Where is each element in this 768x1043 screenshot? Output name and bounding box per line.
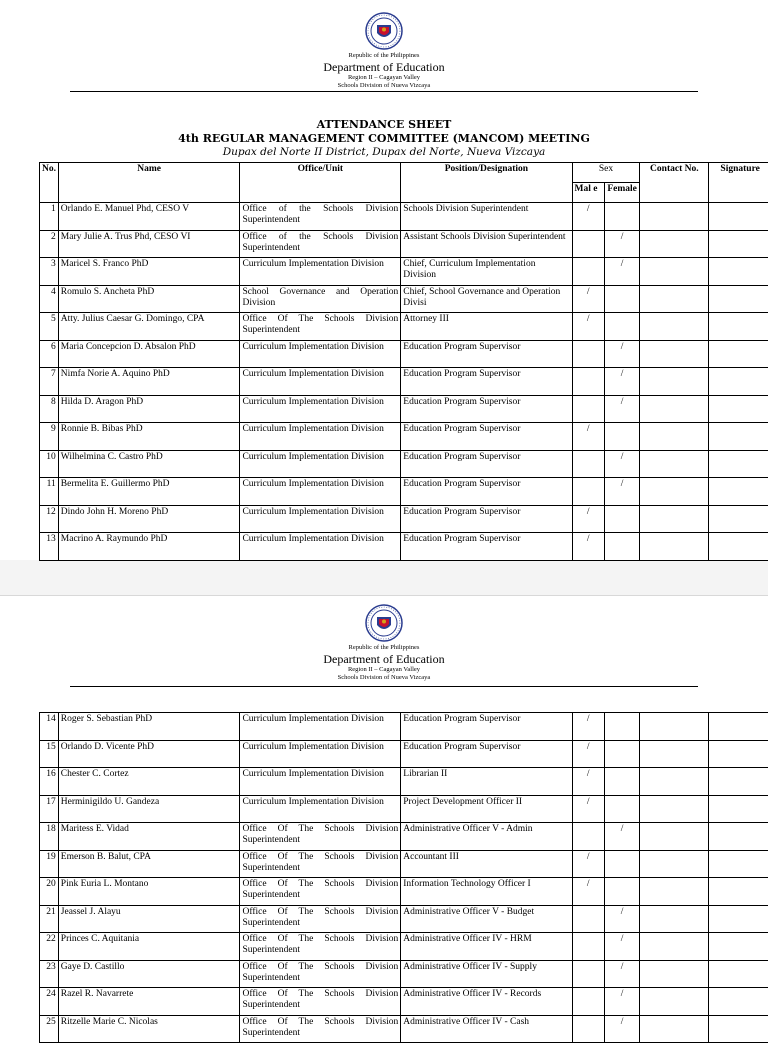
table-row xyxy=(40,423,768,451)
position-designation: Chief, Curriculum Implementation Division xyxy=(401,258,572,286)
position-designation: Attorney III xyxy=(401,313,572,341)
attendee-name: Jeassel J. Alayu xyxy=(58,905,240,933)
female-mark xyxy=(604,850,640,878)
signature-cell[interactable] xyxy=(709,340,768,368)
male-mark: / xyxy=(572,505,604,533)
female-mark xyxy=(604,533,640,561)
table-row xyxy=(40,740,768,768)
office-unit: Curriculum Implementation Division xyxy=(240,368,401,396)
row-number: 14 xyxy=(40,713,59,741)
office-unit: Office Of The Schools Division Superintendent xyxy=(240,1015,401,1043)
table-row xyxy=(40,368,768,396)
contact-number-cell[interactable] xyxy=(640,313,709,341)
male-mark: / xyxy=(572,533,604,561)
attendee-name: Gaye D. Castillo xyxy=(58,960,240,988)
contact-number-cell[interactable] xyxy=(640,395,709,423)
male-mark: / xyxy=(572,768,604,796)
row-number: 20 xyxy=(40,878,59,906)
male-mark: / xyxy=(572,285,604,313)
male-mark xyxy=(572,340,604,368)
position-designation: Education Program Supervisor xyxy=(401,533,572,561)
contact-number-cell[interactable] xyxy=(640,285,709,313)
male-mark xyxy=(572,230,604,258)
region-label: Region II – Cagayan Valley xyxy=(0,74,768,82)
male-mark xyxy=(572,258,604,286)
table-row xyxy=(40,988,768,1016)
female-mark: / xyxy=(604,258,640,286)
attendee-name: Maricel S. Franco PhD xyxy=(58,258,240,286)
attendee-name: Orlando E. Manuel Phd, CESO V xyxy=(58,203,240,231)
signature-cell[interactable] xyxy=(709,313,768,341)
row-number: 4 xyxy=(40,285,59,313)
department-label: Department of Education xyxy=(0,60,768,74)
office-unit: Curriculum Implementation Division xyxy=(240,713,401,741)
row-number: 18 xyxy=(40,823,59,851)
contact-number-cell[interactable] xyxy=(640,823,709,851)
header-female: Female xyxy=(604,183,640,203)
position-designation: Education Program Supervisor xyxy=(401,450,572,478)
position-designation: Administrative Officer IV - Cash xyxy=(401,1015,572,1043)
office-unit: Office Of The Schools Division Superintendent xyxy=(240,878,401,906)
row-number: 13 xyxy=(40,533,59,561)
female-mark xyxy=(604,313,640,341)
table-row xyxy=(40,533,768,561)
division-label: Schools Division of Nueva Vizcaya xyxy=(0,82,768,90)
male-mark: / xyxy=(572,423,604,451)
signature-cell[interactable] xyxy=(709,258,768,286)
office-unit: Office Of The Schools Division Superintendent xyxy=(240,850,401,878)
position-designation: Education Program Supervisor xyxy=(401,395,572,423)
attendee-name: Bermelita E. Guillermo PhD xyxy=(58,478,240,506)
position-designation: Education Program Supervisor xyxy=(401,423,572,451)
female-mark: / xyxy=(604,988,640,1016)
signature-cell[interactable] xyxy=(709,933,768,961)
female-mark xyxy=(604,878,640,906)
attendee-name: Roger S. Sebastian PhD xyxy=(58,713,240,741)
female-mark: / xyxy=(604,905,640,933)
male-mark xyxy=(572,1015,604,1043)
contact-number-cell[interactable] xyxy=(640,850,709,878)
row-number: 19 xyxy=(40,850,59,878)
header-rule xyxy=(70,686,698,687)
attendance-table-page-2 xyxy=(39,712,768,1043)
male-mark: / xyxy=(572,203,604,231)
contact-number-cell[interactable] xyxy=(640,713,709,741)
contact-number-cell[interactable] xyxy=(640,340,709,368)
row-number: 15 xyxy=(40,740,59,768)
contact-number-cell[interactable] xyxy=(640,740,709,768)
female-mark xyxy=(604,505,640,533)
meeting-title: 4th REGULAR MANAGEMENT COMMITTEE (MANCOM) MEETING xyxy=(0,132,768,146)
contact-number-cell[interactable] xyxy=(640,450,709,478)
female-mark: / xyxy=(604,395,640,423)
attendee-name: Maria Concepcion D. Absalon PhD xyxy=(58,340,240,368)
office-unit: Office Of The Schools Division Superintendent xyxy=(240,933,401,961)
signature-cell[interactable] xyxy=(709,740,768,768)
contact-number-cell[interactable] xyxy=(640,423,709,451)
attendee-name: Nimfa Norie A. Aquino PhD xyxy=(58,368,240,396)
position-designation: Education Program Supervisor xyxy=(401,478,572,506)
republic-label: Republic of the Philippines xyxy=(0,644,768,652)
attendee-name: Ronnie B. Bibas PhD xyxy=(58,423,240,451)
male-mark xyxy=(572,988,604,1016)
contact-number-cell[interactable] xyxy=(640,478,709,506)
attendee-name: Princes C. Aquitania xyxy=(58,933,240,961)
female-mark: / xyxy=(604,368,640,396)
header-position: Position/Designation xyxy=(401,163,572,203)
attendee-name: Hilda D. Aragon PhD xyxy=(58,395,240,423)
attendee-name: Maritess E. Vidad xyxy=(58,823,240,851)
signature-cell[interactable] xyxy=(709,395,768,423)
table-row xyxy=(40,823,768,851)
row-number: 9 xyxy=(40,423,59,451)
contact-number-cell[interactable] xyxy=(640,768,709,796)
deped-seal-icon xyxy=(365,604,403,642)
male-mark: / xyxy=(572,850,604,878)
attendee-name: Wilhelmina C. Castro PhD xyxy=(58,450,240,478)
female-mark: / xyxy=(604,450,640,478)
header-contact: Contact No. xyxy=(640,163,709,203)
header-rule xyxy=(70,91,698,92)
office-unit: Office Of The Schools Division Superintendent xyxy=(240,313,401,341)
signature-cell[interactable] xyxy=(709,230,768,258)
row-number: 8 xyxy=(40,395,59,423)
table-row xyxy=(40,340,768,368)
attendance-table-page-1 xyxy=(39,162,768,561)
contact-number-cell[interactable] xyxy=(640,988,709,1016)
row-number: 25 xyxy=(40,1015,59,1043)
table-row xyxy=(40,258,768,286)
division-label: Schools Division of Nueva Vizcaya xyxy=(0,674,768,682)
signature-cell[interactable] xyxy=(709,850,768,878)
row-number: 7 xyxy=(40,368,59,396)
female-mark xyxy=(604,740,640,768)
office-unit: Office of the Schools Division Superintendent xyxy=(240,230,401,258)
row-number: 10 xyxy=(40,450,59,478)
row-number: 17 xyxy=(40,795,59,823)
male-mark xyxy=(572,823,604,851)
position-designation: Administrative Officer V - Admin xyxy=(401,823,572,851)
signature-cell[interactable] xyxy=(709,795,768,823)
male-mark: / xyxy=(572,313,604,341)
office-unit: Curriculum Implementation Division xyxy=(240,740,401,768)
contact-number-cell[interactable] xyxy=(640,795,709,823)
header-office: Office/Unit xyxy=(240,163,401,203)
male-mark: / xyxy=(572,795,604,823)
position-designation: Assistant Schools Division Superintendent xyxy=(401,230,572,258)
position-designation: Accountant III xyxy=(401,850,572,878)
table-row xyxy=(40,960,768,988)
table-row xyxy=(40,768,768,796)
table-row xyxy=(40,450,768,478)
table-row xyxy=(40,713,768,741)
position-designation: Administrative Officer IV - Records xyxy=(401,988,572,1016)
office-unit: School Governance and Operation Division xyxy=(240,285,401,313)
female-mark xyxy=(604,423,640,451)
sheet-title: ATTENDANCE SHEET xyxy=(0,118,768,132)
male-mark xyxy=(572,450,604,478)
attendee-name: Pink Euria L. Montano xyxy=(58,878,240,906)
female-mark: / xyxy=(604,960,640,988)
contact-number-cell[interactable] xyxy=(640,230,709,258)
female-mark: / xyxy=(604,1015,640,1043)
female-mark: / xyxy=(604,478,640,506)
office-unit: Curriculum Implementation Division xyxy=(240,423,401,451)
row-number: 21 xyxy=(40,905,59,933)
attendee-name: Herminigildo U. Gandeza xyxy=(58,795,240,823)
position-designation: Education Program Supervisor xyxy=(401,713,572,741)
signature-cell[interactable] xyxy=(709,960,768,988)
office-unit: Curriculum Implementation Division xyxy=(240,258,401,286)
signature-cell[interactable] xyxy=(709,988,768,1016)
signature-cell[interactable] xyxy=(709,768,768,796)
female-mark xyxy=(604,285,640,313)
office-unit: Office of the Schools Division Superintendent xyxy=(240,203,401,231)
table-row xyxy=(40,285,768,313)
row-number: 1 xyxy=(40,203,59,231)
office-unit: Curriculum Implementation Division xyxy=(240,395,401,423)
sheet-titles xyxy=(0,118,768,159)
table-row xyxy=(40,933,768,961)
contact-number-cell[interactable] xyxy=(640,368,709,396)
signature-cell[interactable] xyxy=(709,1015,768,1043)
male-mark xyxy=(572,395,604,423)
female-mark xyxy=(604,203,640,231)
female-mark: / xyxy=(604,340,640,368)
header-name: Name xyxy=(58,163,240,203)
attendee-name: Chester C. Cortez xyxy=(58,768,240,796)
signature-cell[interactable] xyxy=(709,905,768,933)
deped-seal-icon xyxy=(365,12,403,50)
contact-number-cell[interactable] xyxy=(640,905,709,933)
table-row xyxy=(40,878,768,906)
contact-number-cell[interactable] xyxy=(640,533,709,561)
meeting-location: Dupax del Norte II District, Dupax del Norte, Nueva Vizcaya xyxy=(0,146,768,159)
attendee-name: Mary Julie A. Trus Phd, CESO VI xyxy=(58,230,240,258)
page-gap xyxy=(0,560,768,595)
office-unit: Curriculum Implementation Division xyxy=(240,505,401,533)
position-designation: Education Program Supervisor xyxy=(401,740,572,768)
position-designation: Education Program Supervisor xyxy=(401,505,572,533)
row-number: 2 xyxy=(40,230,59,258)
republic-label: Republic of the Philippines xyxy=(0,52,768,60)
letterhead xyxy=(0,12,768,90)
row-number: 23 xyxy=(40,960,59,988)
contact-number-cell[interactable] xyxy=(640,203,709,231)
region-label: Region II – Cagayan Valley xyxy=(0,666,768,674)
signature-cell[interactable] xyxy=(709,285,768,313)
attendee-name: Macrino A. Raymundo PhD xyxy=(58,533,240,561)
female-mark: / xyxy=(604,823,640,851)
row-number: 11 xyxy=(40,478,59,506)
header-male: Mal e xyxy=(572,183,604,203)
contact-number-cell[interactable] xyxy=(640,1015,709,1043)
table-row xyxy=(40,203,768,231)
table-row xyxy=(40,478,768,506)
male-mark xyxy=(572,368,604,396)
signature-cell[interactable] xyxy=(709,368,768,396)
signature-cell[interactable] xyxy=(709,823,768,851)
male-mark xyxy=(572,905,604,933)
female-mark xyxy=(604,768,640,796)
female-mark: / xyxy=(604,230,640,258)
document-page-2 xyxy=(0,595,768,1025)
position-designation: Librarian II xyxy=(401,768,572,796)
female-mark: / xyxy=(604,933,640,961)
male-mark xyxy=(572,933,604,961)
signature-cell[interactable] xyxy=(709,533,768,561)
row-number: 22 xyxy=(40,933,59,961)
header-no: No. xyxy=(40,163,59,203)
position-designation: Administrative Officer IV - Supply xyxy=(401,960,572,988)
office-unit: Office Of The Schools Division Superintendent xyxy=(240,960,401,988)
attendee-name: Ritzelle Marie C. Nicolas xyxy=(58,1015,240,1043)
position-designation: Administrative Officer V - Budget xyxy=(401,905,572,933)
header-sex: Sex xyxy=(572,163,640,183)
position-designation: Project Development Officer II xyxy=(401,795,572,823)
office-unit: Office Of The Schools Division Superintendent xyxy=(240,988,401,1016)
table-row xyxy=(40,313,768,341)
attendee-name: Orlando D. Vicente PhD xyxy=(58,740,240,768)
office-unit: Curriculum Implementation Division xyxy=(240,450,401,478)
position-designation: Administrative Officer IV - HRM xyxy=(401,933,572,961)
office-unit: Curriculum Implementation Division xyxy=(240,340,401,368)
female-mark xyxy=(604,795,640,823)
position-designation: Information Technology Officer I xyxy=(401,878,572,906)
attendee-name: Atty. Julius Caesar G. Domingo, CPA xyxy=(58,313,240,341)
signature-cell[interactable] xyxy=(709,423,768,451)
contact-number-cell[interactable] xyxy=(640,505,709,533)
position-designation: Schools Division Superintendent xyxy=(401,203,572,231)
table-row xyxy=(40,905,768,933)
male-mark xyxy=(572,960,604,988)
header-signature: Signature xyxy=(709,163,768,203)
office-unit: Curriculum Implementation Division xyxy=(240,478,401,506)
row-number: 16 xyxy=(40,768,59,796)
male-mark: / xyxy=(572,713,604,741)
row-number: 3 xyxy=(40,258,59,286)
position-designation: Education Program Supervisor xyxy=(401,368,572,396)
attendee-name: Romulo S. Ancheta PhD xyxy=(58,285,240,313)
signature-cell[interactable] xyxy=(709,713,768,741)
contact-number-cell[interactable] xyxy=(640,878,709,906)
attendee-name: Dindo John H. Moreno PhD xyxy=(58,505,240,533)
male-mark: / xyxy=(572,740,604,768)
attendee-name: Emerson B. Balut, CPA xyxy=(58,850,240,878)
department-label: Department of Education xyxy=(0,652,768,666)
office-unit: Curriculum Implementation Division xyxy=(240,533,401,561)
letterhead-page-2 xyxy=(0,604,768,682)
table-row xyxy=(40,850,768,878)
row-number: 24 xyxy=(40,988,59,1016)
signature-cell[interactable] xyxy=(709,450,768,478)
row-number: 12 xyxy=(40,505,59,533)
table-row xyxy=(40,230,768,258)
table-row xyxy=(40,395,768,423)
office-unit: Curriculum Implementation Division xyxy=(240,795,401,823)
office-unit: Office Of The Schools Division Superintendent xyxy=(240,905,401,933)
signature-cell[interactable] xyxy=(709,878,768,906)
male-mark: / xyxy=(572,878,604,906)
signature-cell[interactable] xyxy=(709,478,768,506)
position-designation: Education Program Supervisor xyxy=(401,340,572,368)
contact-number-cell[interactable] xyxy=(640,933,709,961)
position-designation: Chief, School Governance and Operation Divisi xyxy=(401,285,572,313)
table-row xyxy=(40,795,768,823)
table-row xyxy=(40,505,768,533)
contact-number-cell[interactable] xyxy=(640,258,709,286)
signature-cell[interactable] xyxy=(709,203,768,231)
office-unit: Office Of The Schools Division Superintendent xyxy=(240,823,401,851)
male-mark xyxy=(572,478,604,506)
contact-number-cell[interactable] xyxy=(640,960,709,988)
row-number: 6 xyxy=(40,340,59,368)
office-unit: Curriculum Implementation Division xyxy=(240,768,401,796)
signature-cell[interactable] xyxy=(709,505,768,533)
table-row xyxy=(40,1015,768,1043)
row-number: 5 xyxy=(40,313,59,341)
female-mark xyxy=(604,713,640,741)
attendee-name: Razel R. Navarrete xyxy=(58,988,240,1016)
